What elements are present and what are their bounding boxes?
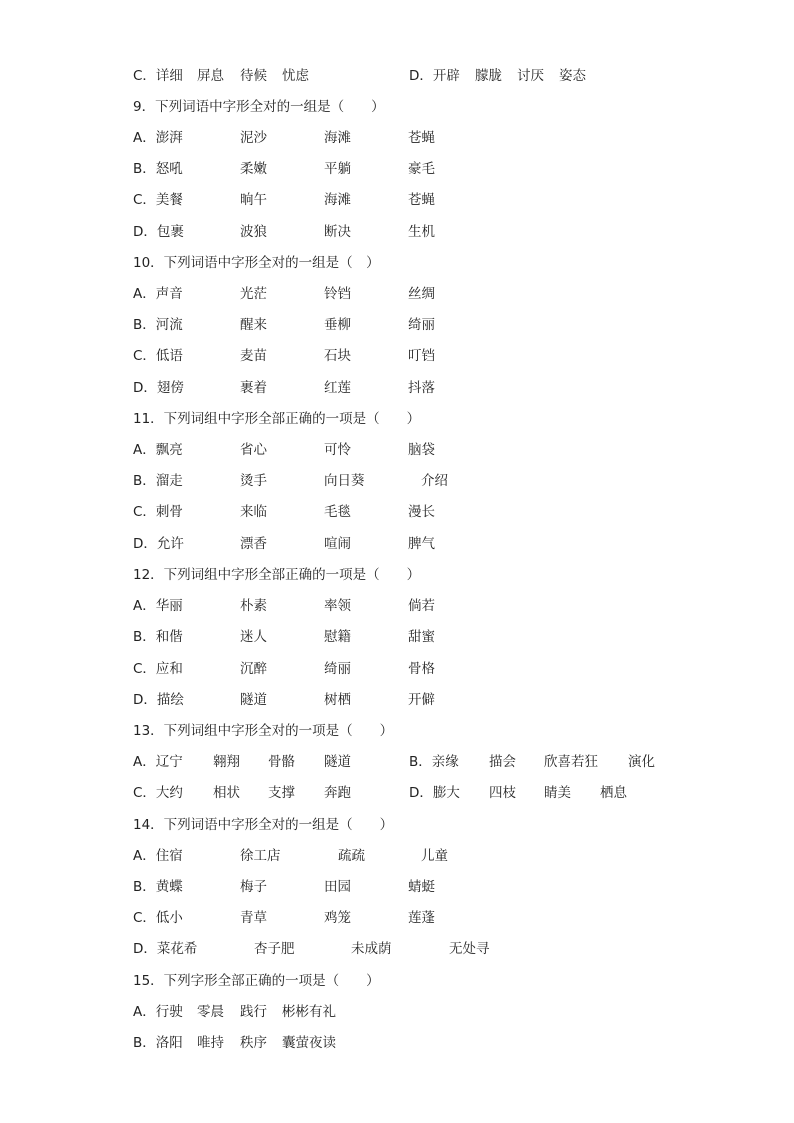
- question-text: 10．下列词语中字形全对的一组是（ ）: [133, 255, 380, 271]
- option-word: 苍蝇: [408, 130, 435, 146]
- question-text: 9．下列词语中字形全对的一组是（ ）: [133, 99, 385, 115]
- option-label: B．溜走: [133, 473, 183, 489]
- option-label: A．华丽: [133, 598, 183, 614]
- question-text: 15．下列字形全部正确的一项是（ ）: [133, 973, 380, 989]
- option-label: C．低语: [133, 348, 183, 364]
- option-word: 海滩: [324, 192, 351, 208]
- option-word: 朴素: [240, 598, 267, 614]
- option-word: 光茫: [240, 286, 267, 302]
- option-word: 叮铛: [408, 348, 435, 364]
- option-word: 晌午: [240, 192, 267, 208]
- option-word: 苍蝇: [408, 192, 435, 208]
- option-word: 豪毛: [408, 161, 435, 177]
- option-word: 柔嫩: [240, 161, 267, 177]
- option-label: C．低小: [133, 910, 183, 926]
- option-word: 相状: [213, 785, 240, 801]
- option-word: 毛毯: [324, 504, 351, 520]
- option-word: 骨骼: [268, 754, 295, 770]
- option-word: 漫长: [408, 504, 435, 520]
- option-label: C．美餐: [133, 192, 183, 208]
- option-word: 倘若: [408, 598, 435, 614]
- option-word: 沉醉: [240, 661, 267, 677]
- option-word: 徐工店: [240, 848, 281, 864]
- option-word: 醒来: [240, 317, 267, 333]
- option-word: 绮丽: [408, 317, 435, 333]
- option-word: 脑袋: [408, 442, 435, 458]
- option-word: 彬彬有礼: [282, 1004, 336, 1020]
- option-word: 向日葵: [324, 473, 365, 489]
- option-word: 漂香: [240, 536, 267, 552]
- option-word: 儿童: [421, 848, 448, 864]
- option-label: B．和偕: [133, 629, 183, 645]
- option-word: 田园: [324, 879, 351, 895]
- option-word: 疏疏: [338, 848, 365, 864]
- option-word: 演化: [628, 754, 655, 770]
- option-word: 唯持: [197, 1035, 224, 1051]
- option-word: 平躺: [324, 161, 351, 177]
- option-label: A．声音: [133, 286, 183, 302]
- option-word: 翱翔: [213, 754, 240, 770]
- option-word: 波狼: [240, 224, 267, 240]
- option-word: 梅子: [240, 879, 267, 895]
- option-word: 欣喜若狂: [544, 754, 598, 770]
- option-word: 树栖: [324, 692, 351, 708]
- option-word: 抖落: [408, 380, 435, 396]
- option-label: D．开辟: [409, 68, 460, 84]
- question-text: 14．下列词语中字形全对的一组是（ ）: [133, 817, 394, 833]
- option-word: 开僻: [408, 692, 435, 708]
- option-word: 秩序: [240, 1035, 267, 1051]
- option-word: 未成荫: [351, 941, 392, 957]
- option-word: 讨厌: [517, 68, 544, 84]
- option-word: 零晨: [197, 1004, 224, 1020]
- option-label: B．亲缘: [409, 754, 459, 770]
- option-word: 杏子肥: [254, 941, 295, 957]
- option-word: 脾气: [408, 536, 435, 552]
- option-label: B．河流: [133, 317, 183, 333]
- option-label: A．澎湃: [133, 130, 183, 146]
- option-label: A．辽宁: [133, 754, 183, 770]
- option-label: A．飘亮: [133, 442, 183, 458]
- option-word: 石块: [324, 348, 351, 364]
- option-label: D．膨大: [409, 785, 460, 801]
- option-word: 烫手: [240, 473, 267, 489]
- option-word: 甜蜜: [408, 629, 435, 645]
- option-label: D．描绘: [133, 692, 184, 708]
- option-word: 迷人: [240, 629, 267, 645]
- option-label: B．洛阳: [133, 1035, 183, 1051]
- option-word: 率领: [324, 598, 351, 614]
- option-label: D．翅傍: [133, 380, 184, 396]
- option-word: 无处寻: [449, 941, 490, 957]
- option-word: 践行: [240, 1004, 267, 1020]
- option-word: 囊萤夜读: [282, 1035, 336, 1051]
- option-label: D．菜花希: [133, 941, 198, 957]
- option-word: 来临: [240, 504, 267, 520]
- option-label: B．怒吼: [133, 161, 183, 177]
- option-word: 断决: [324, 224, 351, 240]
- question-text: 11．下列词组中字形全部正确的一项是（ ）: [133, 411, 421, 427]
- option-word: 支撑: [268, 785, 295, 801]
- option-word: 垂柳: [324, 317, 351, 333]
- question-text: 12．下列词组中字形全部正确的一项是（ ）: [133, 567, 421, 583]
- option-word: 屏息: [197, 68, 224, 84]
- option-label: C．详细: [133, 68, 183, 84]
- option-word: 可怜: [324, 442, 351, 458]
- option-word: 隧道: [324, 754, 351, 770]
- option-label: A．行驶: [133, 1004, 183, 1020]
- option-word: 隧道: [240, 692, 267, 708]
- option-label: D．允许: [133, 536, 184, 552]
- option-word: 麦苗: [240, 348, 267, 364]
- question-text: 13．下列词组中字形全对的一项是（ ）: [133, 723, 394, 739]
- option-word: 介绍: [421, 473, 448, 489]
- option-word: 栖息: [600, 785, 627, 801]
- option-label: C．应和: [133, 661, 183, 677]
- option-label: D．包裹: [133, 224, 184, 240]
- option-word: 莲蓬: [408, 910, 435, 926]
- option-word: 待候: [240, 68, 267, 84]
- option-word: 骨格: [408, 661, 435, 677]
- option-word: 绮丽: [324, 661, 351, 677]
- option-word: 红莲: [324, 380, 351, 396]
- option-word: 省心: [240, 442, 267, 458]
- option-label: C．刺骨: [133, 504, 183, 520]
- option-label: C．大约: [133, 785, 183, 801]
- option-word: 丝绸: [408, 286, 435, 302]
- option-word: 喧闹: [324, 536, 351, 552]
- option-word: 睛美: [544, 785, 571, 801]
- option-word: 四枝: [489, 785, 516, 801]
- option-label: A．住宿: [133, 848, 183, 864]
- option-word: 慰籍: [324, 629, 351, 645]
- option-word: 蜻蜓: [408, 879, 435, 895]
- option-word: 朦胧: [475, 68, 502, 84]
- option-word: 生机: [408, 224, 435, 240]
- option-word: 奔跑: [324, 785, 351, 801]
- option-word: 姿态: [559, 68, 586, 84]
- option-word: 鸡笼: [324, 910, 351, 926]
- option-word: 泥沙: [240, 130, 267, 146]
- option-label: B．黄蝶: [133, 879, 183, 895]
- option-word: 裹着: [240, 380, 267, 396]
- option-word: 青草: [240, 910, 267, 926]
- option-word: 铃铛: [324, 286, 351, 302]
- option-word: 忧虑: [282, 68, 309, 84]
- option-word: 描会: [489, 754, 516, 770]
- option-word: 海滩: [324, 130, 351, 146]
